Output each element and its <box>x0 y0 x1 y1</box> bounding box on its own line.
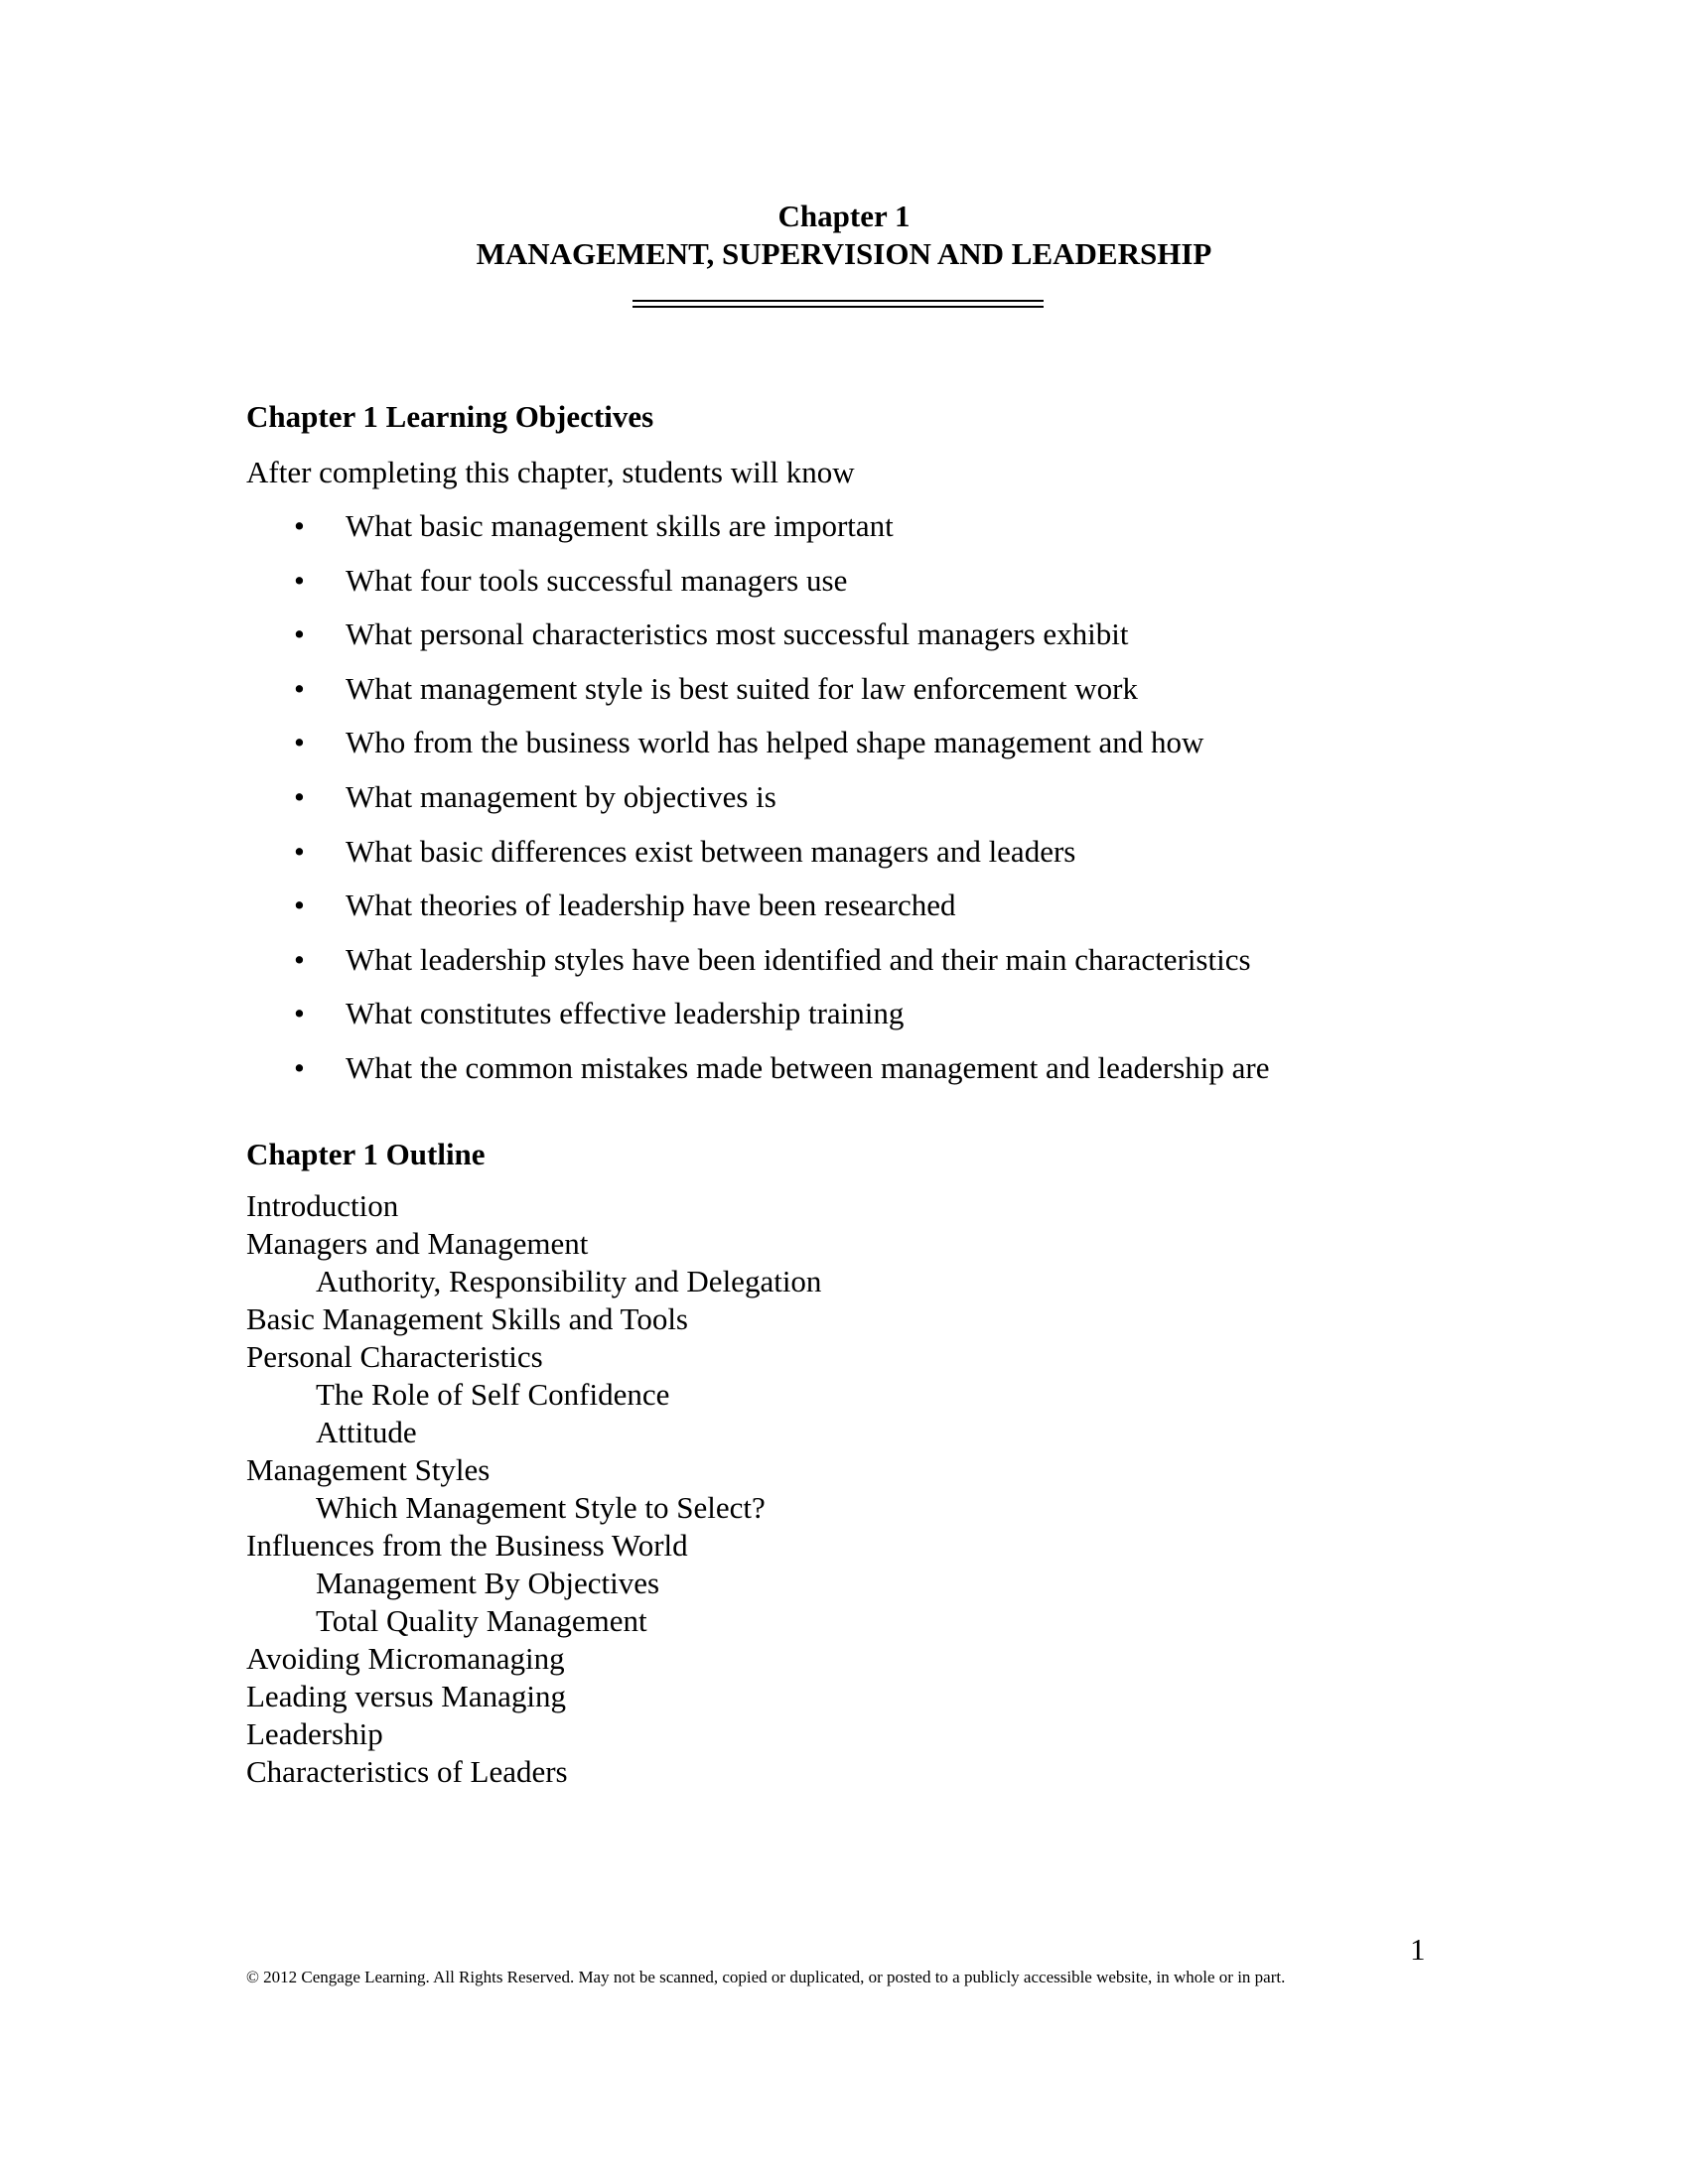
objective-text: What theories of leadership have been researched <box>346 887 956 923</box>
objective-text: What constitutes effective leadership training <box>346 996 905 1031</box>
objective-text: What leadership styles have been identified and their main characteristics <box>346 941 1251 977</box>
bullet-icon: • <box>294 1049 305 1085</box>
objective-text: What personal characteristics most successful managers exhibit <box>346 616 1129 652</box>
page-number: 1 <box>1410 1932 1426 1967</box>
bullet-icon: • <box>294 941 305 977</box>
bullet-icon: • <box>294 508 305 543</box>
chapter-title: MANAGEMENT, SUPERVISION AND LEADERSHIP <box>476 236 1212 271</box>
outline-item: Personal Characteristics <box>246 1339 543 1374</box>
bullet-icon: • <box>294 996 305 1031</box>
objective-text: Who from the business world has helped shape management and how <box>346 725 1204 760</box>
outline-item: Leadership <box>246 1716 383 1751</box>
objective-text: What the common mistakes made between management and leadership are <box>346 1049 1270 1085</box>
outline-item: Characteristics of Leaders <box>246 1754 568 1789</box>
bullet-icon: • <box>294 725 305 760</box>
bullet-icon: • <box>294 887 305 923</box>
bullet-icon: • <box>294 616 305 652</box>
outline-item: Influences from the Business World <box>246 1528 688 1563</box>
outline-list <box>0 1187 821 1791</box>
outline-subitem: Attitude <box>316 1415 417 1449</box>
objectives-intro: After completing this chapter, students will know <box>246 455 855 489</box>
outline-subitem: Total Quality Management <box>316 1603 647 1638</box>
copyright-notice: © 2012 Cengage Learning. All Rights Reserved. May not be scanned, copied or duplicated, or posted to a publicly accessible website, in whole or in part. <box>246 1968 1286 1986</box>
outline-item: Leading versus Managing <box>246 1679 566 1713</box>
outline-item: Introduction <box>246 1188 399 1223</box>
outline-heading: Chapter 1 Outline <box>246 1137 486 1171</box>
objective-text: What management style is best suited for law enforcement work <box>346 670 1138 706</box>
outline-item: Basic Management Skills and Tools <box>246 1301 688 1336</box>
bullet-icon: • <box>294 670 305 706</box>
outline-subitem: The Role of Self Confidence <box>316 1377 670 1412</box>
objectives-heading: Chapter 1 Learning Objectives <box>246 399 654 434</box>
bullet-icon: • <box>294 562 305 598</box>
outline-item: Management Styles <box>246 1452 491 1487</box>
objective-text: What basic management skills are important <box>346 508 894 543</box>
bullet-icon: • <box>294 778 305 814</box>
objective-text: What basic differences exist between managers and leaders <box>346 833 1076 869</box>
outline-subitem: Which Management Style to Select? <box>316 1490 766 1525</box>
title-double-rule <box>633 300 1044 308</box>
outline-subitem: Management By Objectives <box>316 1566 660 1600</box>
bullet-icon: • <box>294 833 305 869</box>
outline-item: Avoiding Micromanaging <box>246 1641 565 1676</box>
chapter-label: Chapter 1 <box>777 199 911 233</box>
objective-text: What management by objectives is <box>346 778 776 814</box>
outline-subitem: Authority, Responsibility and Delegation <box>316 1264 822 1298</box>
outline-item: Managers and Management <box>246 1226 589 1261</box>
objective-text: What four tools successful managers use <box>346 562 848 598</box>
